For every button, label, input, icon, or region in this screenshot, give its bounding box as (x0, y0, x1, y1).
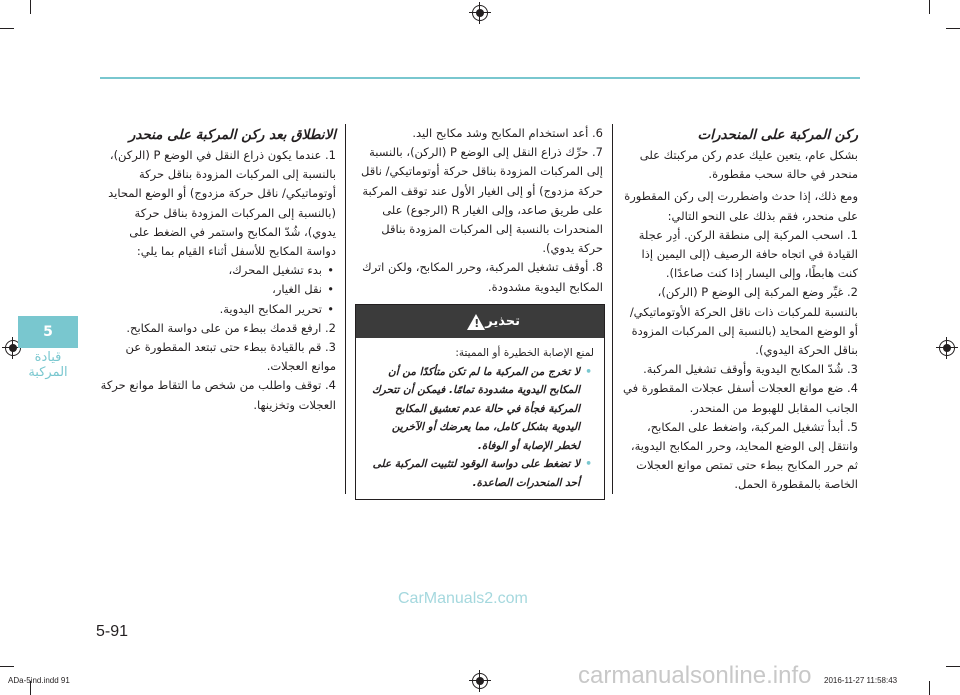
footer-site: carmanualsonline.info (578, 662, 812, 689)
chapter-label: قيادة المركبة (28, 350, 68, 380)
watermark: CarManuals2.com (398, 590, 528, 607)
crop-mark (0, 666, 14, 667)
crop-mark (946, 28, 960, 29)
step: 6. أعد استخدام المكابح وشد مكابح اليد. (412, 126, 603, 140)
header-rule (100, 77, 860, 79)
warning-lead: لمنع الإصابة الخطيرة أو المميتة: (455, 347, 594, 359)
warning-title: تحذير (485, 314, 520, 329)
column-divider (612, 124, 613, 494)
section-heading: ركن المركبة على المنحدرات (697, 127, 858, 143)
chapter-tab: 5 (18, 316, 78, 348)
section-heading: الانطلاق بعد ركن المركبة على منحدر (128, 127, 336, 143)
registration-mark-right (936, 337, 958, 359)
footer-date: 2016-11-27 11:58:43 (824, 676, 898, 685)
step: 3. شُدّ المكابح اليدوية وأوقف تشغيل المركبة. (643, 362, 858, 377)
step: 1. اسحب المركبة إلى منطقة الركن. أدِر عجلة القيادة في اتجاه حافة الرصيف (إلى اليمين إذا كنت هابطًا، وإلى اليسار إذا كنت صاعدًا). (638, 227, 858, 281)
warning-box (355, 304, 605, 500)
step: 5. أبدأ تشغيل المركبة، واضغط على المكابح، وانتقل إلى الوضع المحايد، وحرر المكابح اليدوية، ثم حرر المكابح ببطء حتى تمتص موانع العجلات الخاصة بالمقطورة الحمل. (630, 419, 858, 492)
crop-mark (946, 666, 960, 667)
step: 3. قم بالقيادة ببطء حتى تبتعد المقطورة عن موانع العجلات. (125, 340, 336, 374)
step: 4. ضع موانع العجلات أسفل عجلات المقطورة في الجانب المقابل للهبوط من المنحدر. (623, 381, 858, 415)
step: 2. ارفع قدمك ببطء من على دواسة المكابح. (126, 320, 336, 335)
registration-mark-bottom (469, 670, 491, 692)
page-number: 5-91 (96, 623, 129, 640)
crop-mark (929, 0, 930, 14)
step: 1. عندما يكون ذراع النقل في الوضع P (الركن)، بالنسبة إلى المركبات المزودة بناقل حركة أوتوماتيكي/ ناقل حركة مزدوج) أو الوضع المحايد (بالنسبة إلى المركبات المزودة بناقل حركة يدوي)، شُدّ المكابح واستمر في الضغط على دواسة المكابح للأسفل أثناء القيام بما يلي: (108, 148, 336, 259)
right-column (622, 124, 858, 495)
crop-mark (30, 0, 31, 14)
warning-item: • لا تضغط على دواسة الوقود لتثبيت المركبة على أحد المنحدرات الصاعدة. (368, 455, 580, 492)
step: 8. أوقف تشغيل المركبة، وحرر المكابح، ولكن اترك المكابح اليدوية مشدودة. (362, 260, 603, 294)
crop-mark (929, 681, 930, 695)
step: 7. حرِّك ذراع النقل إلى الوضع P (الركن)، بالنسبة إلى المركبات المزودة بناقل حركة أوتوماتيكي/ ناقل حركة مزدوج) أو إلى الغيار الأول عند توقف المركبة على طريق صاعد، وإلى الغيار R (الرجوع) على المنحدرات بالنسبة إلى المركبات المزودة بناقل حركة يدوي). (361, 145, 603, 256)
column-divider (345, 124, 346, 494)
left-column (100, 124, 336, 415)
bullet-item: • نقل الغيار، (100, 280, 322, 299)
footer-file: ADa-5ind.indd 91 (8, 676, 70, 685)
warning-body (356, 338, 604, 492)
step: 4. توقف واطلب من شخص ما التقاط موانع حركة العجلات وتخزينها. (100, 378, 336, 412)
warning-header (356, 305, 604, 338)
paragraph: ومع ذلك، إذا حدث واضطررت إلى ركن المقطورة على منحدر، فقم بذلك على النحو التالي: (624, 189, 858, 223)
warning-triangle-icon: ! (467, 314, 485, 330)
chapter-tab-bar (76, 316, 78, 348)
bullet-item: • بدء تشغيل المحرك، (100, 261, 322, 280)
middle-column (355, 124, 603, 297)
step: 2. غيِّر وضع المركبة إلى الوضع P (الركن)، بالنسبة للمركبات ذات ناقل الحركة الأوتوماتيكي/ أو الوضع المحايد (بالنسبة إلى المركبات المزودة بناقل الحركة اليدوي). (629, 285, 858, 358)
registration-mark-top (469, 2, 491, 24)
bullet-item: • تحرير المكابح اليدوية. (100, 300, 322, 319)
paragraph: بشكل عام، يتعين عليك عدم ركن مركبتك على منحدر في حالة سحب مقطورة. (639, 148, 858, 182)
crop-mark (0, 28, 14, 29)
warning-item: • لا تخرج من المركبة ما لم تكن متأكدًا من أن المكابح اليدوية مشدودة تمامًا. فيمكن أن تتحرك المركبة فجأة في حالة عدم تعشيق المكابح اليدوية بشكل كامل، مما يعرضك أو الآخرين لخطر الإصابة أو الوفاة. (368, 363, 580, 456)
